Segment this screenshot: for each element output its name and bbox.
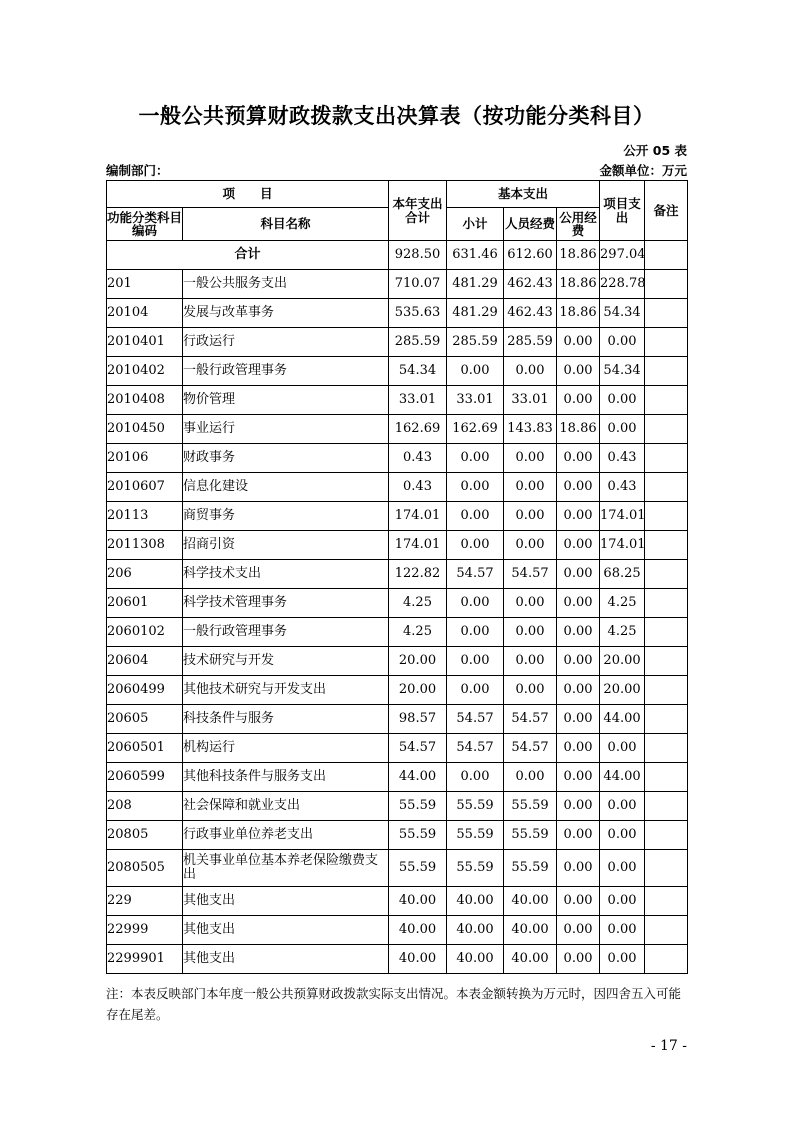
header-project: 项目支出 [600, 181, 645, 241]
project-cell: 20.00 [600, 647, 645, 676]
personnel-cell: 55.59 [504, 850, 557, 887]
personnel-cell: 0.00 [504, 357, 557, 386]
code-cell: 2010408 [107, 386, 183, 415]
subtotal-cell: 55.59 [447, 821, 504, 850]
name-cell: 科技条件与服务 [183, 705, 389, 734]
public-cell: 0.00 [557, 647, 600, 676]
project-cell: 68.25 [600, 560, 645, 589]
remark-cell [645, 531, 688, 560]
subtotal-cell: 55.59 [447, 850, 504, 887]
header-subject-name: 科目名称 [183, 208, 389, 241]
table-row [107, 357, 688, 386]
remark-cell [645, 821, 688, 850]
total-cell: 174.01 [389, 502, 447, 531]
total-cell: 285.59 [389, 328, 447, 357]
code-cell: 22999 [107, 916, 183, 945]
table-row [107, 647, 688, 676]
table-code: 公开 05 表 [623, 143, 687, 158]
subtotal-cell: 54.57 [447, 705, 504, 734]
table-row [107, 502, 688, 531]
total-cell: 0.43 [389, 444, 447, 473]
remark-cell [645, 589, 688, 618]
public-cell: 0.00 [557, 531, 600, 560]
name-cell: 财政事务 [183, 444, 389, 473]
public-cell: 0.00 [557, 734, 600, 763]
total-cell: 55.59 [389, 792, 447, 821]
public-cell: 0.00 [557, 676, 600, 705]
project-cell: 54.34 [600, 357, 645, 386]
public-cell: 0.00 [557, 502, 600, 531]
project-cell: 54.34 [600, 299, 645, 328]
personnel-cell: 40.00 [504, 887, 557, 916]
total-cell: 20.00 [389, 647, 447, 676]
code-cell: 2010402 [107, 357, 183, 386]
subtotal-cell: 162.69 [447, 415, 504, 444]
total-cell: 98.57 [389, 705, 447, 734]
name-cell: 其他技术研究与开发支出 [183, 676, 389, 705]
header-item: 项 目 [107, 181, 389, 208]
public-cell: 0.00 [557, 850, 600, 887]
public-cell: 0.00 [557, 821, 600, 850]
code-cell: 2010401 [107, 328, 183, 357]
table-row [107, 270, 688, 299]
header-public: 公用经费 [557, 208, 600, 241]
total-cell: 928.50 [389, 241, 447, 270]
personnel-cell: 33.01 [504, 386, 557, 415]
project-cell: 4.25 [600, 589, 645, 618]
page-title: 一般公共预算财政拨款支出决算表（按功能分类科目） [138, 104, 655, 128]
code-cell: 20605 [107, 705, 183, 734]
name-cell: 发展与改革事务 [183, 299, 389, 328]
table-row [107, 473, 688, 502]
public-cell: 0.00 [557, 328, 600, 357]
subtotal-cell: 40.00 [447, 945, 504, 974]
subtotal-cell: 0.00 [447, 676, 504, 705]
code-cell: 2060499 [107, 676, 183, 705]
table-row [107, 676, 688, 705]
remark-cell [645, 887, 688, 916]
remark-cell [645, 792, 688, 821]
code-cell: 208 [107, 792, 183, 821]
code-cell: 2080505 [107, 850, 183, 887]
code-cell: 20104 [107, 299, 183, 328]
personnel-cell: 462.43 [504, 299, 557, 328]
remark-cell [645, 473, 688, 502]
project-cell: 297.04 [600, 241, 645, 270]
total-cell: 4.25 [389, 589, 447, 618]
table-row [107, 415, 688, 444]
total-cell: 54.57 [389, 734, 447, 763]
total-cell: 55.59 [389, 850, 447, 887]
project-cell: 174.01 [600, 502, 645, 531]
name-cell: 商贸事务 [183, 502, 389, 531]
code-cell: 2060102 [107, 618, 183, 647]
code-cell: 20106 [107, 444, 183, 473]
footnote: 注：本表反映部门本年度一般公共预算财政拨款实际支出情况。本表金额转换为万元时，因四舍五入可能存在尾差。 [106, 986, 682, 1022]
public-cell: 18.86 [557, 241, 600, 270]
remark-cell [645, 618, 688, 647]
header-remark: 备注 [645, 181, 688, 241]
personnel-cell: 143.83 [504, 415, 557, 444]
name-cell: 科学技术管理事务 [183, 589, 389, 618]
table-row [107, 531, 688, 560]
project-cell: 0.43 [600, 473, 645, 502]
project-cell: 0.00 [600, 916, 645, 945]
public-cell: 0.00 [557, 705, 600, 734]
total-cell: 0.43 [389, 473, 447, 502]
code-cell: 2060599 [107, 763, 183, 792]
table-row [107, 734, 688, 763]
remark-cell [645, 241, 688, 270]
header-total: 本年支出合计 [389, 181, 447, 241]
remark-cell [645, 705, 688, 734]
meta-line [106, 161, 687, 179]
project-cell: 0.00 [600, 386, 645, 415]
total-cell: 54.34 [389, 357, 447, 386]
public-cell: 0.00 [557, 763, 600, 792]
public-cell: 0.00 [557, 792, 600, 821]
header-basic: 基本支出 [447, 181, 600, 208]
project-cell: 174.01 [600, 531, 645, 560]
personnel-cell: 462.43 [504, 270, 557, 299]
project-cell: 0.00 [600, 415, 645, 444]
table-row [107, 705, 688, 734]
remark-cell [645, 357, 688, 386]
table-row [107, 444, 688, 473]
remark-cell [645, 560, 688, 589]
code-cell: 2011308 [107, 531, 183, 560]
code-cell: 20601 [107, 589, 183, 618]
personnel-cell: 0.00 [504, 531, 557, 560]
public-cell: 0.00 [557, 618, 600, 647]
name-cell: 一般行政管理事务 [183, 618, 389, 647]
name-cell: 社会保障和就业支出 [183, 792, 389, 821]
subtotal-cell: 0.00 [447, 589, 504, 618]
remark-cell [645, 328, 688, 357]
personnel-cell: 0.00 [504, 618, 557, 647]
total-cell: 710.07 [389, 270, 447, 299]
name-cell: 其他科技条件与服务支出 [183, 763, 389, 792]
code-cell: 20604 [107, 647, 183, 676]
name-cell: 事业运行 [183, 415, 389, 444]
total-cell: 122.82 [389, 560, 447, 589]
personnel-cell: 54.57 [504, 734, 557, 763]
project-cell: 4.25 [600, 618, 645, 647]
remark-cell [645, 850, 688, 887]
name-cell: 招商引资 [183, 531, 389, 560]
total-cell: 40.00 [389, 887, 447, 916]
table-row [107, 792, 688, 821]
name-cell: 行政事业单位养老支出 [183, 821, 389, 850]
remark-cell [645, 270, 688, 299]
table-row [107, 328, 688, 357]
total-cell: 4.25 [389, 618, 447, 647]
project-cell: 20.00 [600, 676, 645, 705]
remark-cell [645, 676, 688, 705]
name-cell: 科学技术支出 [183, 560, 389, 589]
code-cell: 20113 [107, 502, 183, 531]
total-cell: 162.69 [389, 415, 447, 444]
header-personnel: 人员经费 [504, 208, 557, 241]
total-cell: 535.63 [389, 299, 447, 328]
subtotal-cell: 0.00 [447, 357, 504, 386]
subtotal-cell: 631.46 [447, 241, 504, 270]
subtotal-cell: 54.57 [447, 560, 504, 589]
personnel-cell: 55.59 [504, 821, 557, 850]
subtotal-cell: 481.29 [447, 299, 504, 328]
code-cell: 201 [107, 270, 183, 299]
name-cell: 技术研究与开发 [183, 647, 389, 676]
code-cell: 229 [107, 887, 183, 916]
table-row [107, 299, 688, 328]
table-row [107, 618, 688, 647]
name-cell: 其他支出 [183, 887, 389, 916]
personnel-cell: 0.00 [504, 444, 557, 473]
project-cell: 0.00 [600, 821, 645, 850]
name-cell: 一般公共服务支出 [183, 270, 389, 299]
project-cell: 44.00 [600, 705, 645, 734]
personnel-cell: 55.59 [504, 792, 557, 821]
remark-cell [645, 299, 688, 328]
subtotal-cell: 0.00 [447, 473, 504, 502]
personnel-cell: 612.60 [504, 241, 557, 270]
project-cell: 0.43 [600, 444, 645, 473]
public-cell: 0.00 [557, 945, 600, 974]
remark-cell [645, 916, 688, 945]
name-cell: 其他支出 [183, 945, 389, 974]
total-cell: 174.01 [389, 531, 447, 560]
remark-cell [645, 647, 688, 676]
name-cell: 机关事业单位基本养老保险缴费支出 [183, 850, 389, 887]
code-cell: 20805 [107, 821, 183, 850]
total-cell: 33.01 [389, 386, 447, 415]
personnel-cell: 0.00 [504, 589, 557, 618]
total-cell: 40.00 [389, 945, 447, 974]
project-cell: 0.00 [600, 945, 645, 974]
project-cell: 0.00 [600, 850, 645, 887]
page-number: - 17 - [650, 1038, 687, 1054]
table-row [107, 916, 688, 945]
total-row [107, 241, 688, 270]
name-cell: 一般行政管理事务 [183, 357, 389, 386]
name-cell: 物价管理 [183, 386, 389, 415]
personnel-cell: 0.00 [504, 502, 557, 531]
table-row [107, 945, 688, 974]
public-cell: 0.00 [557, 357, 600, 386]
personnel-cell: 285.59 [504, 328, 557, 357]
project-cell: 44.00 [600, 763, 645, 792]
subtotal-cell: 55.59 [447, 792, 504, 821]
public-cell: 18.86 [557, 270, 600, 299]
table-row [107, 386, 688, 415]
subtotal-cell: 481.29 [447, 270, 504, 299]
personnel-cell: 40.00 [504, 945, 557, 974]
public-cell: 0.00 [557, 560, 600, 589]
personnel-cell: 54.57 [504, 705, 557, 734]
name-cell: 机构运行 [183, 734, 389, 763]
total-cell: 44.00 [389, 763, 447, 792]
personnel-cell: 0.00 [504, 763, 557, 792]
name-cell: 行政运行 [183, 328, 389, 357]
name-cell: 其他支出 [183, 916, 389, 945]
public-cell: 18.86 [557, 415, 600, 444]
expenditure-table [106, 180, 688, 974]
table-row [107, 821, 688, 850]
subtotal-cell: 0.00 [447, 618, 504, 647]
personnel-cell: 0.00 [504, 647, 557, 676]
remark-cell [645, 444, 688, 473]
public-cell: 0.00 [557, 916, 600, 945]
project-cell: 0.00 [600, 328, 645, 357]
total-cell: 20.00 [389, 676, 447, 705]
personnel-cell: 54.57 [504, 560, 557, 589]
project-cell: 0.00 [600, 887, 645, 916]
personnel-cell: 0.00 [504, 676, 557, 705]
table-row [107, 850, 688, 887]
remark-cell [645, 386, 688, 415]
subtotal-cell: 0.00 [447, 444, 504, 473]
public-cell: 0.00 [557, 444, 600, 473]
subtotal-cell: 40.00 [447, 887, 504, 916]
public-cell: 0.00 [557, 386, 600, 415]
table-row [107, 887, 688, 916]
total-cell: 40.00 [389, 916, 447, 945]
subtotal-cell: 0.00 [447, 531, 504, 560]
public-cell: 0.00 [557, 473, 600, 502]
project-cell: 0.00 [600, 734, 645, 763]
code-cell: 2010607 [107, 473, 183, 502]
subtotal-cell: 285.59 [447, 328, 504, 357]
table-row [107, 763, 688, 792]
remark-cell [645, 945, 688, 974]
total-label: 合计 [107, 241, 389, 270]
subtotal-cell: 0.00 [447, 502, 504, 531]
subtotal-cell: 54.57 [447, 734, 504, 763]
subtotal-cell: 33.01 [447, 386, 504, 415]
dept-label: 编制部门： [106, 163, 169, 178]
name-cell: 信息化建设 [183, 473, 389, 502]
total-cell: 55.59 [389, 821, 447, 850]
public-cell: 0.00 [557, 887, 600, 916]
unit-label: 金额单位：万元 [599, 163, 687, 178]
public-cell: 0.00 [557, 589, 600, 618]
code-cell: 2060501 [107, 734, 183, 763]
personnel-cell: 40.00 [504, 916, 557, 945]
code-cell: 2299901 [107, 945, 183, 974]
personnel-cell: 0.00 [504, 473, 557, 502]
header-subtotal: 小计 [447, 208, 504, 241]
code-cell: 206 [107, 560, 183, 589]
remark-cell [645, 734, 688, 763]
table-row [107, 589, 688, 618]
table-row [107, 560, 688, 589]
public-cell: 18.86 [557, 299, 600, 328]
remark-cell [645, 415, 688, 444]
project-cell: 228.78 [600, 270, 645, 299]
subtotal-cell: 0.00 [447, 763, 504, 792]
subtotal-cell: 40.00 [447, 916, 504, 945]
remark-cell [645, 763, 688, 792]
code-cell: 2010450 [107, 415, 183, 444]
header-func-code: 功能分类科目编码 [107, 208, 183, 241]
subtotal-cell: 0.00 [447, 647, 504, 676]
project-cell: 0.00 [600, 792, 645, 821]
remark-cell [645, 502, 688, 531]
